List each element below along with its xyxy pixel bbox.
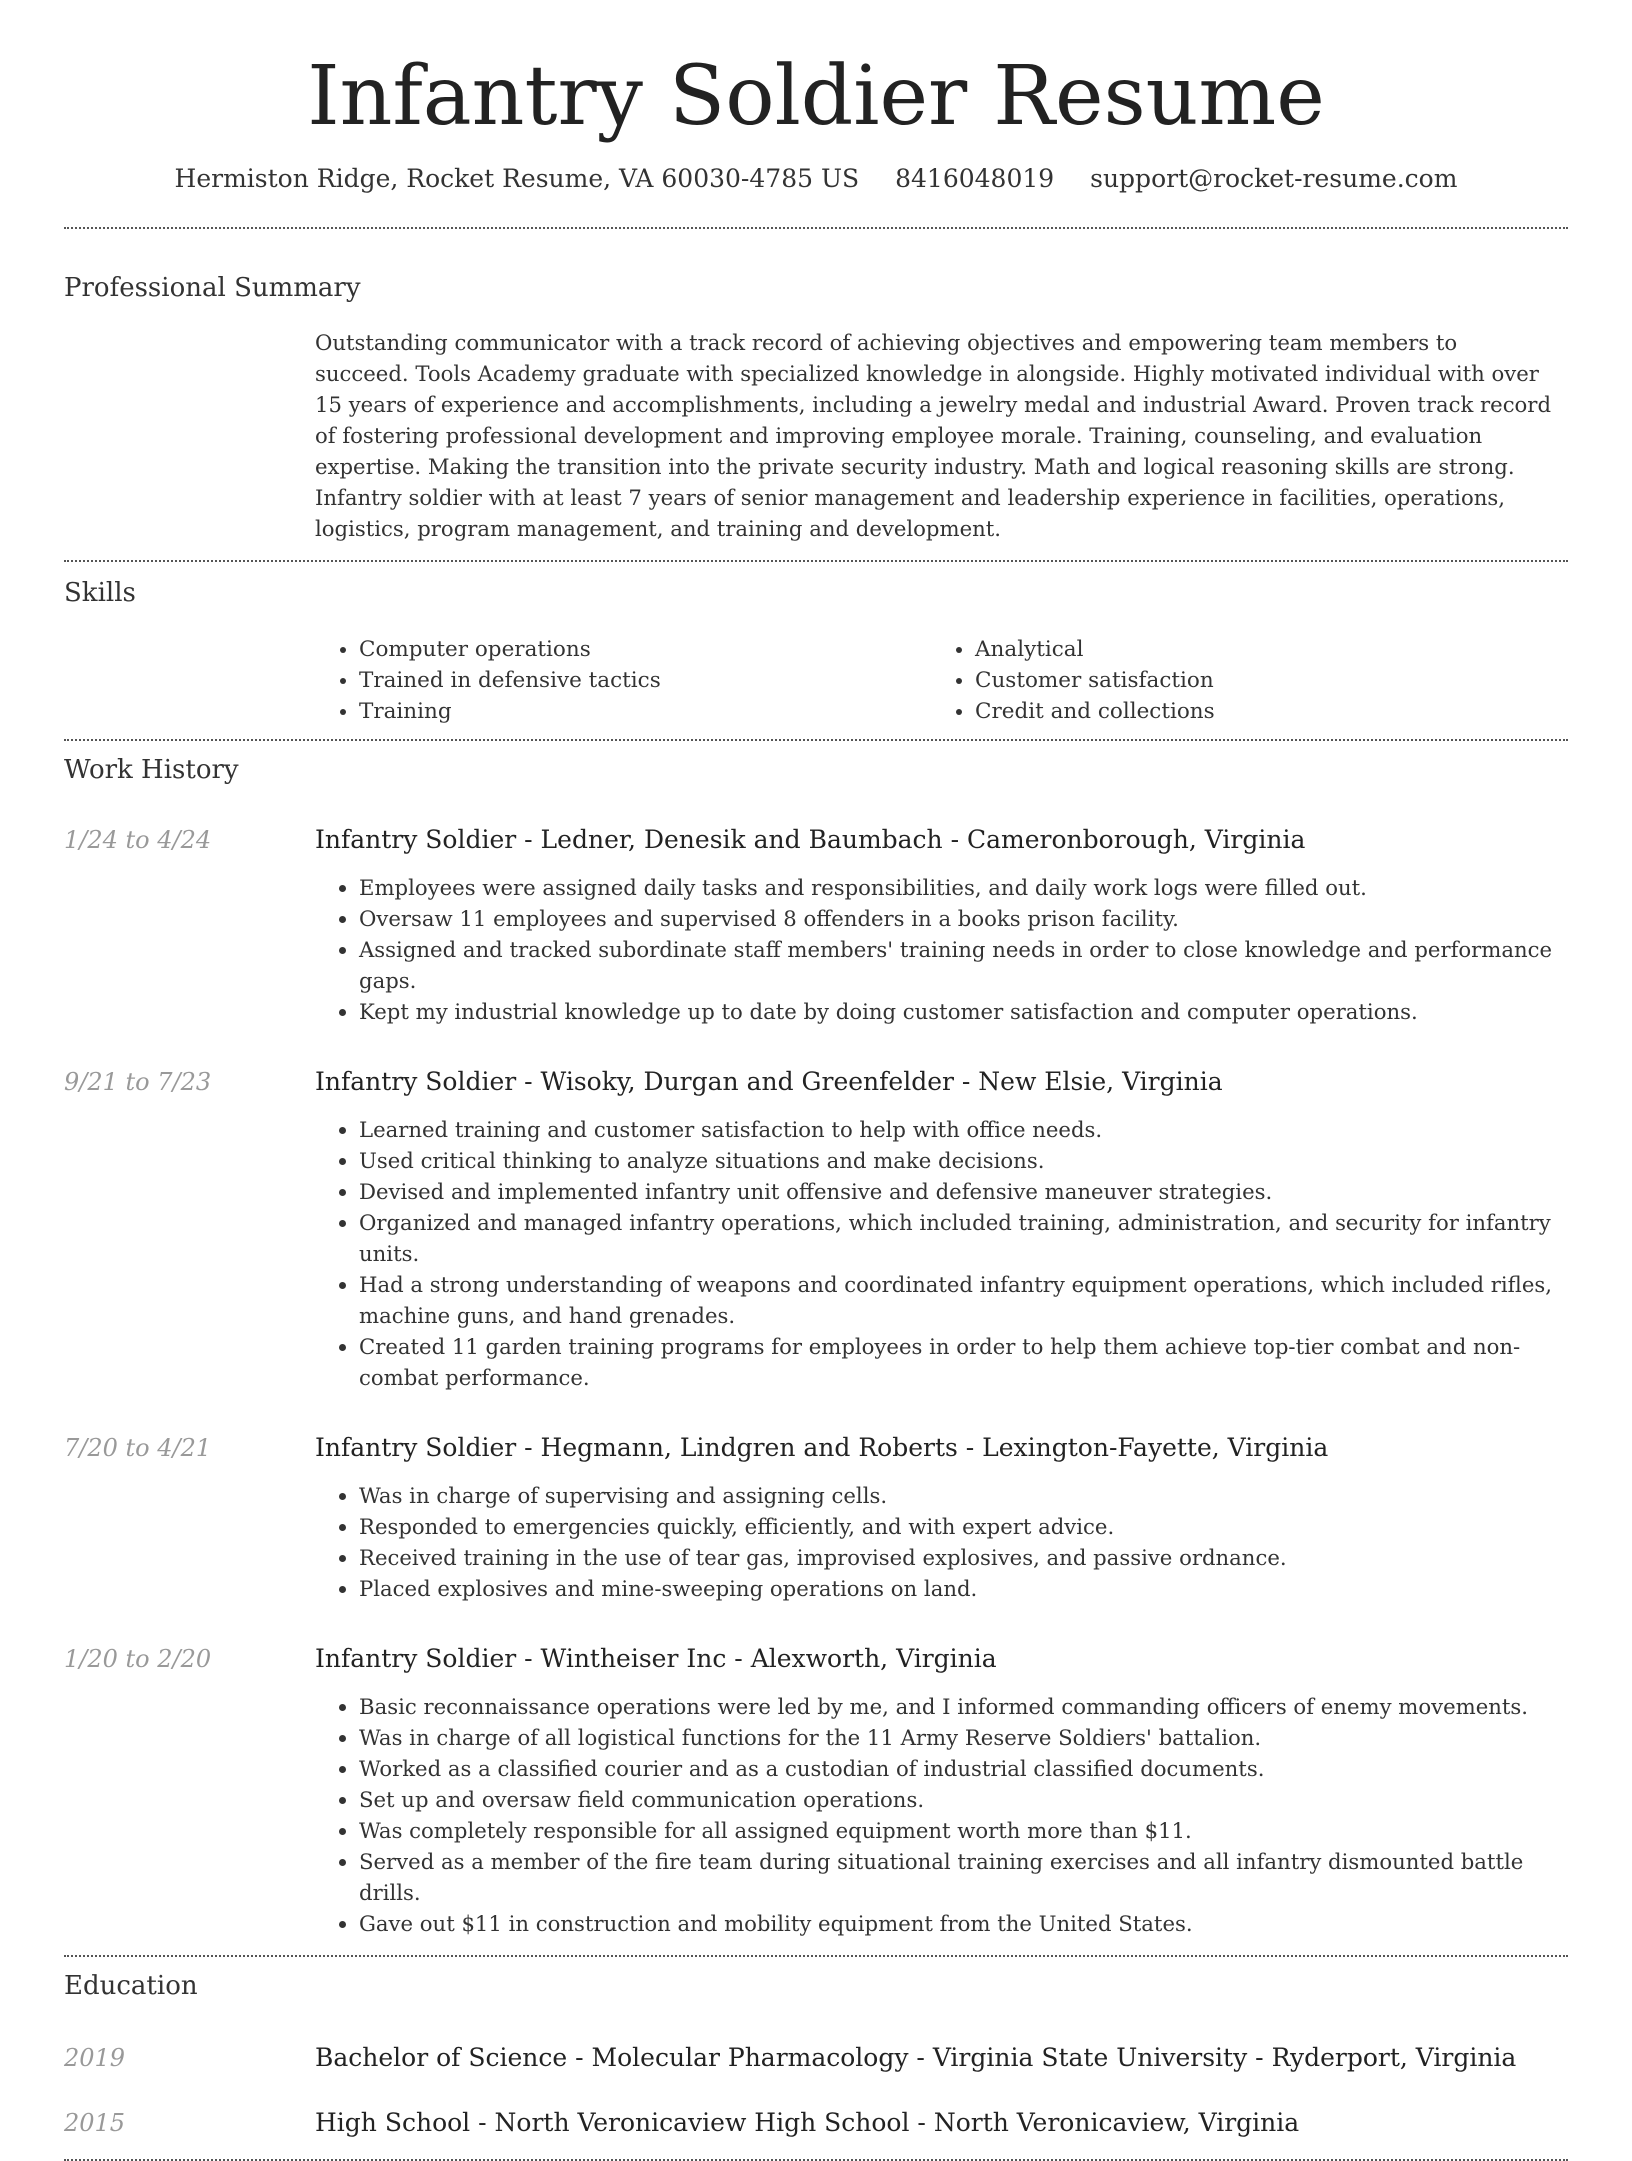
education-text: High School - North Veronicaview High School - North Veronicaview, Virginia: [315, 2108, 1300, 2138]
job-bullet: • Employees were assigned daily tasks and responsibilities, and daily work logs were filled out.: [359, 872, 1568, 903]
job-bullet: • Was completely responsible for all assigned equipment worth more than $11.: [359, 1815, 1568, 1846]
job-bullet: • Devised and implemented infantry unit offensive and defensive maneuver strategies.: [359, 1176, 1568, 1207]
job-date: 1/20 to 2/20: [64, 1645, 212, 1674]
skills-column-left: [315, 634, 931, 727]
job-bullet: • Was in charge of supervising and assigning cells.: [359, 1480, 1568, 1511]
skills-column-right: [931, 634, 1547, 727]
job-date: 1/24 to 4/24: [64, 826, 212, 855]
education-text: Bachelor of Science - Molecular Pharmacology - Virginia State University - Ryderport, Virginia: [315, 2043, 1517, 2073]
skills-list: [315, 634, 1568, 727]
job-header: [64, 1433, 1568, 1462]
job-date: 7/20 to 4/21: [64, 1434, 212, 1463]
job-bullet: • Served as a member of the fire team during situational training exercises and all infantry dismounted battle drills.: [359, 1846, 1568, 1908]
skill-item: • Analytical: [975, 634, 1547, 665]
job-bullet: • Placed explosives and mine-sweeping operations on land.: [359, 1573, 1568, 1604]
contact-phone: 8416048019: [895, 164, 1055, 194]
contact-email: support@rocket-resume.com: [1090, 164, 1458, 194]
contact-address: Hermiston Ridge, Rocket Resume, VA 60030-4785 US: [174, 164, 860, 194]
job-header: [64, 1067, 1568, 1096]
job-bullets: [315, 1480, 1568, 1604]
job-bullet: • Worked as a classified courier and as a custodian of industrial classified documents.: [359, 1753, 1568, 1784]
job-bullet: • Was in charge of all logistical functions for the 11 Army Reserve Soldiers' battalion.: [359, 1722, 1568, 1753]
contact-line: [64, 164, 1568, 193]
resume-title: Infantry Soldier Resume: [307, 49, 1325, 144]
job-bullets: [315, 872, 1568, 1027]
skill-item: • Computer operations: [359, 634, 931, 665]
job-bullet: • Basic reconnaissance operations were led by me, and I informed commanding officers of enemy movements.: [359, 1691, 1568, 1722]
skill-item: • Training: [359, 696, 931, 727]
job-bullets: [315, 1691, 1568, 1939]
education-entry: [64, 2108, 1568, 2137]
job-bullet: • Had a strong understanding of weapons and coordinated infantry equipment operations, which included rifles, machine guns, and hand grenades.: [359, 1269, 1568, 1331]
job-date: 9/21 to 7/23: [64, 1068, 212, 1097]
education-heading: Education: [64, 1971, 198, 2002]
job-bullet: • Received training in the use of tear gas, improvised explosives, and passive ordnance.: [359, 1542, 1568, 1573]
skill-item: • Trained in defensive tactics: [359, 665, 931, 696]
job-bullet: • Gave out $11 in construction and mobility equipment from the United States.: [359, 1908, 1568, 1939]
job-entry: [64, 1067, 1568, 1393]
work-heading: Work History: [64, 755, 239, 786]
job-title: Infantry Soldier - Ledner, Denesik and Baumbach - Cameronborough, Virginia: [315, 825, 1306, 855]
education-year: 2015: [64, 2109, 126, 2138]
skill-item: • Credit and collections: [975, 696, 1547, 727]
job-bullet: • Kept my industrial knowledge up to date by doing customer satisfaction and computer operations.: [359, 996, 1568, 1027]
education-entry: [64, 2043, 1568, 2072]
job-title: Infantry Soldier - Hegmann, Lindgren and Roberts - Lexington-Fayette, Virginia: [315, 1433, 1329, 1463]
job-bullet: • Used critical thinking to analyze situations and make decisions.: [359, 1145, 1568, 1176]
job-entry: [64, 825, 1568, 1027]
job-title: Infantry Soldier - Wisoky, Durgan and Greenfelder - New Elsie, Virginia: [315, 1067, 1223, 1097]
skills-heading: Skills: [64, 578, 136, 609]
job-header: [64, 825, 1568, 854]
summary-heading: Professional Summary: [64, 273, 361, 304]
job-bullet: • Learned training and customer satisfaction to help with office needs.: [359, 1114, 1568, 1145]
job-entry: [64, 1433, 1568, 1604]
job-bullet: • Responded to emergencies quickly, efficiently, and with expert advice.: [359, 1511, 1568, 1542]
job-bullet: • Oversaw 11 employees and supervised 8 offenders in a books prison facility.: [359, 903, 1568, 934]
job-bullet: • Organized and managed infantry operations, which included training, administration, and security for infantry units.: [359, 1207, 1568, 1269]
education-year: 2019: [64, 2044, 126, 2073]
job-bullets: [315, 1114, 1568, 1393]
skill-item: • Customer satisfaction: [975, 665, 1547, 696]
job-bullet: • Created 11 garden training programs for employees in order to help them achieve top-tier combat and non-combat performance.: [359, 1331, 1568, 1393]
job-title: Infantry Soldier - Wintheiser Inc - Alexworth, Virginia: [315, 1644, 997, 1674]
summary-text: Outstanding communicator with a track record of achieving objectives and empowering team members to succeed. Tools Academy graduate with specialized knowledge in alongside. Highly motivated individual with over 15 years of experience and accomplishments, including a jewelry medal and industrial Award. Proven track record of fostering professional development and improving employee morale. Training, counseling, and evaluation expertise. Making the transition into the private security industry. Math and logical reasoning skills are strong. Infantry soldier with at least 7 years of senior management and leadership experience in facilities, operations, logistics, program management, and training and development.: [315, 330, 1552, 542]
job-header: [64, 1644, 1568, 1673]
job-bullet: • Assigned and tracked subordinate staff members' training needs in order to close knowledge and performance gaps.: [359, 934, 1568, 996]
job-bullet: • Set up and oversaw field communication operations.: [359, 1784, 1568, 1815]
job-entry: [64, 1644, 1568, 1939]
